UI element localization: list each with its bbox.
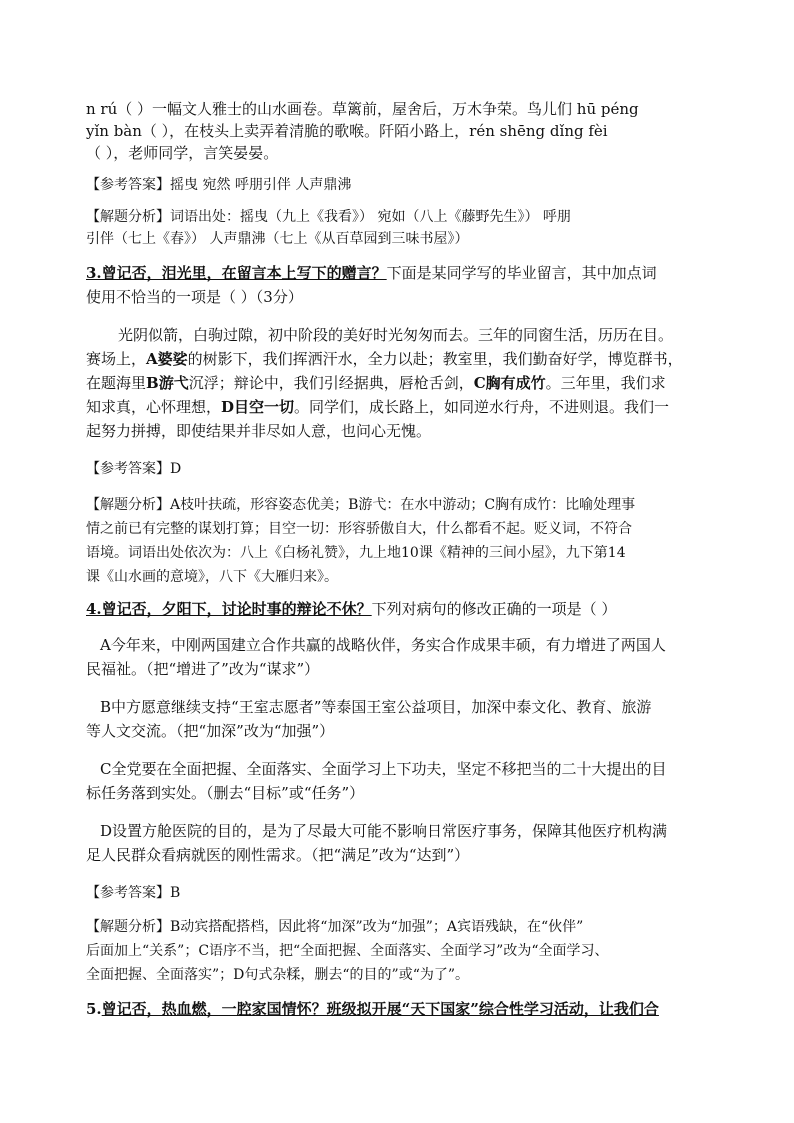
q3-stem-line-1	[86, 262, 657, 283]
passage-text: 知求真，心怀理想，	[86, 398, 222, 416]
passage-text: 。三年里，我们求	[545, 374, 666, 392]
q3-analysis-line-2: 情之前已有完整的谋划打算；目空一切：形容骄傲自大，什么都看不起。贬义词，不符合	[86, 521, 632, 537]
q3-stem-text: 下面是某同学写的毕业留言，其中加点词	[386, 264, 657, 282]
q2-analysis-line-1: 【解题分析】词语出处：摇曳（九上《我看》） 宛如（八上《藤野先生》） 呼朋	[86, 209, 571, 225]
q3-answer: 【参考答案】D	[86, 461, 182, 477]
q3-heading: 3.曾记否，泪光里，在留言本上写下的赠言？	[86, 264, 387, 282]
q4-stem	[86, 598, 616, 619]
option-c-word: C胸有成竹	[473, 374, 546, 392]
q3-analysis-line-4: 课《山水画的意境》，八下《大雁归来》。	[86, 569, 338, 585]
q4-option-d-line-2: 足人民群众看病就医的刚性需求。（把“满足”改为“达到”）	[86, 846, 470, 864]
q4-option-c-line-2: 标任务落到实处。（删去“目标”或“任务”）	[86, 784, 365, 802]
q4-option-d-line-1: D设置方舱医院的目的，是为了尽最大可能不影响日常医疗事务，保障其他医疗机构满	[100, 822, 668, 840]
q4-stem-text: 下列对病句的修改正确的一项是（ ）	[371, 600, 617, 618]
fill-blank-line-1: n rú（ ）一幅文人雅士的山水画卷。草篱前，屋舍后，万木争荣。鸟儿们 hū péng	[86, 100, 639, 118]
q4-option-b-line-1: B中方愿意继续支持“王室志愿者”等泰国王室公益项目，加深中泰文化、教育、旅游	[100, 698, 652, 716]
q3-passage-line-4	[86, 396, 669, 417]
q5-stem	[86, 998, 659, 1019]
option-d-word: D目空一切	[221, 398, 295, 416]
q4-option-a-line-1: A今年来，中刚两国建立合作共赢的战略伙伴，务实合作成果丰硕，有力增进了两国人	[100, 636, 666, 654]
q2-answer: 【参考答案】摇曳 宛然 呼朋引伴 人声鼎沸	[86, 177, 352, 193]
option-a-word: A婆娑	[146, 350, 188, 368]
q4-option-a-line-2: 民福祉。（把“增进了”改为“谋求”）	[86, 660, 320, 678]
fill-blank-line-3: （ ），老师同学，言笑晏晏。	[86, 144, 279, 162]
q3-stem-line-2: 使用不恰当的一项是（ ）（3分）	[86, 288, 303, 306]
q2-analysis-line-2: 引伴（七上《春》） 人声鼎沸（七上《从百草园到三味书屋》）	[86, 231, 469, 247]
q3-analysis-line-1: 【解题分析】A枝叶扶疏，形容姿态优美；B游弋：在水中游动；C胸有成竹：比喻处理事	[86, 497, 636, 513]
q5-heading: 曾记否，热血燃，一腔家国情怀？班级拟开展“天下国家”综合性学习活动，让我们合	[101, 1000, 659, 1018]
passage-text: 。同学们，成长路上，如同逆水行舟，不进则退。我们一	[294, 398, 670, 416]
q4-answer: 【参考答案】B	[86, 885, 181, 901]
q4-analysis-line-2: 后面加上“关系”；C语序不当，把“全面把握、全面落实、全面学习”改为“全面学习、	[86, 943, 609, 959]
q4-analysis-line-3: 全面把握、全面落实”；D句式杂糅，删去“的目的”或“为了”。	[86, 967, 470, 983]
fill-blank-line-2: yǐn bàn（ ），在枝头上卖弄着清脆的歌喉。阡陌小路上，rén shēng dǐng fèi	[86, 122, 608, 140]
q3-passage-line-5: 起努力拼搏，即使结果并非尽如人意，也问心无愧。	[86, 422, 432, 440]
q3-analysis-line-3: 语境。词语出处依次为：八上《白杨礼赞》，九上地10课《精神的三间小屋》，九下第14	[86, 545, 626, 561]
passage-text: 在题海里	[86, 374, 147, 392]
q5-number: 5.	[86, 1000, 102, 1018]
passage-text: 的树影下，我们挥洒汗水，全力以赴；教室里，我们勤奋好学，博览群书，	[187, 350, 683, 368]
q3-passage-line-2	[86, 348, 683, 369]
q4-heading: 4.曾记否，夕阳下，讨论时事的辩论不休？	[86, 600, 372, 618]
passage-text: 沉浮；辩论中，我们引经据典，唇枪舌剑，	[188, 374, 474, 392]
passage-text: 赛场上，	[86, 350, 147, 368]
q4-option-b-line-2: 等人文交流。（把“加深”改为“加强”）	[86, 722, 335, 740]
option-b-word: B游弋	[146, 374, 189, 392]
q4-option-c-line-1: C全党要在全面把握、全面落实、全面学习上下功夫，坚定不移把当的二十大提出的目	[100, 760, 667, 778]
q3-passage-line-1: 光阴似箭，白驹过隙，初中阶段的美好时光匆匆而去。三年的同窗生活，历历在目。	[118, 326, 674, 344]
q4-analysis-line-1: 【解题分析】B动宾搭配搭档，因此将“加深”改为“加强”；A宾语残缺，在“伙伴”	[86, 919, 584, 935]
q3-passage-line-3	[86, 372, 666, 393]
